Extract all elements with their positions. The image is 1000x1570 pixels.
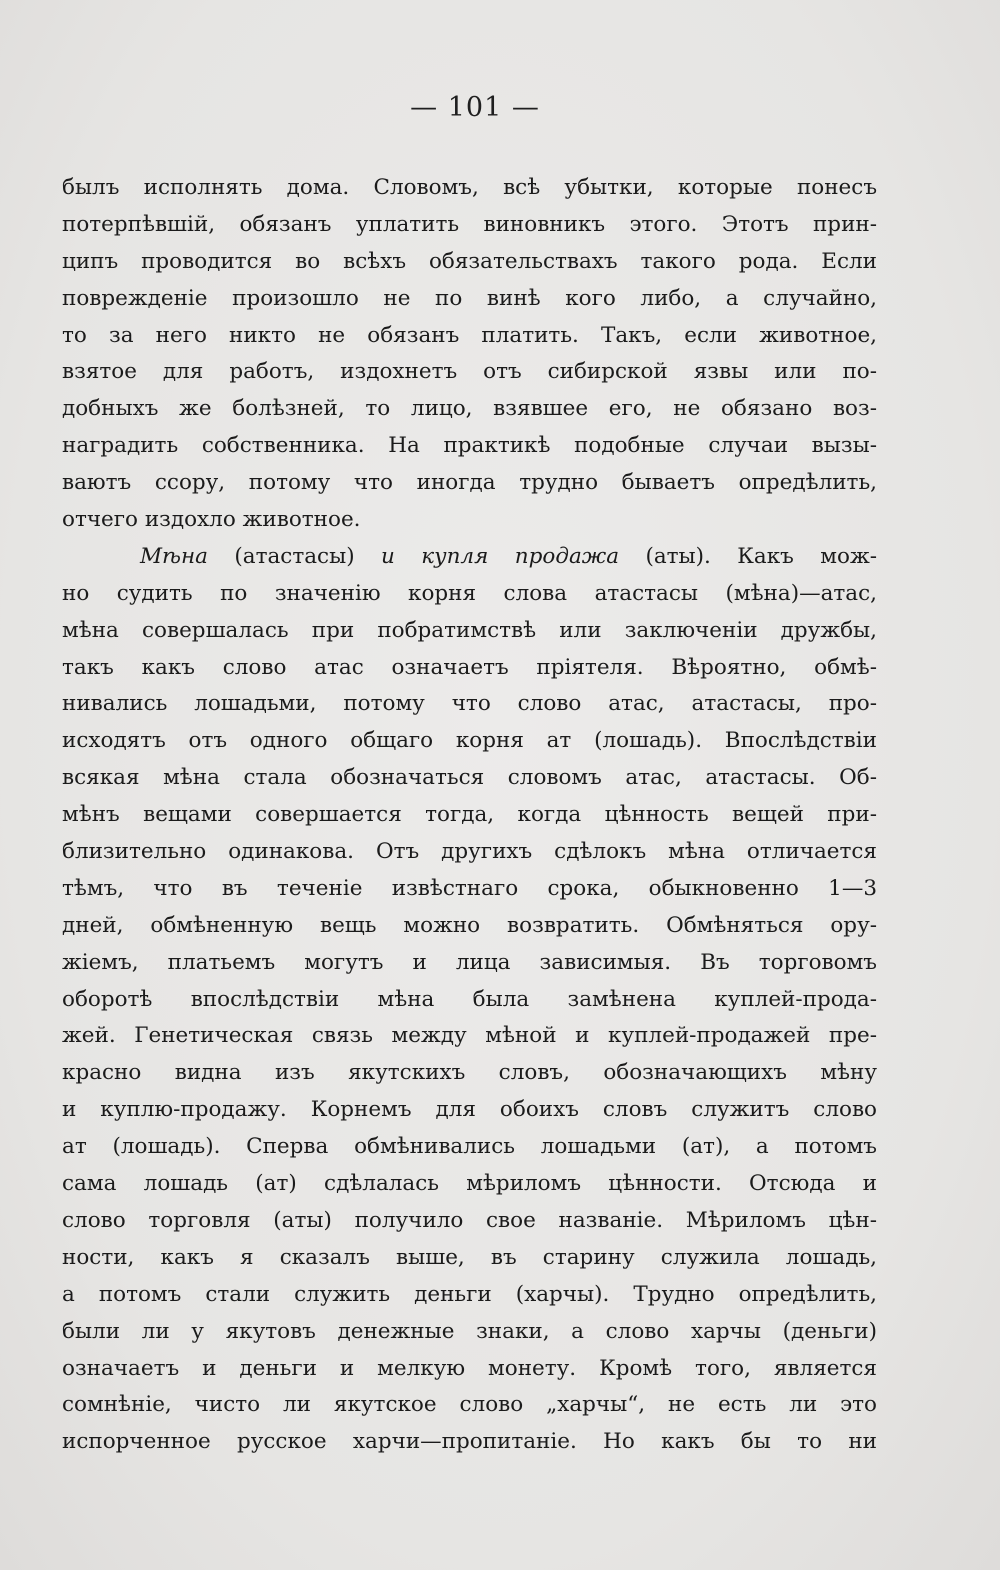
text-line: испорченное русское харчи—пропитаніе. Но какъ бы то ни <box>62 1429 877 1455</box>
page-number: — 101 — <box>410 92 540 123</box>
text-line: мѣна совершалась при побратимствѣ или заключеніи дружбы, <box>62 617 877 643</box>
text-line: жей. Генетическая связь между мѣной и куплей-продажей пре- <box>62 1023 877 1049</box>
text-line: взятое для работъ, издохнетъ отъ сибирской язвы или по- <box>62 359 877 385</box>
text-line: а потомъ стали служить деньги (харчы). Трудно опредѣлить, <box>62 1281 877 1307</box>
text-line: сомнѣніе, чисто ли якутское слово „харчы“, не есть ли это <box>62 1392 877 1418</box>
text-line: всякая мѣна стала обозначаться словомъ атас, атастасы. Об- <box>62 765 877 791</box>
text-line: то за него никто не обязанъ платить. Такъ, если животное, <box>62 322 877 348</box>
text-line: отчего издохло животное. <box>62 507 361 533</box>
text-line: близительно одинакова. Отъ другихъ сдѣлокъ мѣна отличается <box>62 839 877 865</box>
text-line: нивались лошадьми, потому что слово атас, атастасы, про- <box>62 691 877 717</box>
text-line: тѣмъ, что въ теченіе извѣстнаго срока, обыкновенно 1—3 <box>62 875 877 901</box>
text-line: мѣнъ вещами совершается тогда, когда цѣнность вещей при- <box>62 802 877 828</box>
text-line: добныхъ же болѣзней, то лицо, взявшее его, не обязано воз- <box>62 396 877 422</box>
text-line: поврежденіе произошло не по винѣ кого либо, а случайно, <box>62 285 877 311</box>
text-line: ат (лошадь). Сперва обмѣнивались лошадьми (ат), а потомъ <box>62 1134 877 1160</box>
body-text <box>62 170 877 1461</box>
text-segment: (атастасы) <box>207 543 382 569</box>
text-line: дней, обмѣненную вещь можно возвратить. Обмѣняться ору- <box>62 912 877 938</box>
text-line: наградить собственника. На практикѣ подобные случаи вызы- <box>62 433 877 459</box>
text-line: потерпѣвшій, обязанъ уплатить виновникъ этого. Этотъ прин- <box>62 211 877 237</box>
text-line: ваютъ ссору, потому что иногда трудно бываетъ опредѣлить, <box>62 470 877 496</box>
text-line: такъ какъ слово атас означаетъ пріятеля. Вѣроятно, обмѣ- <box>62 654 877 680</box>
text-line: сама лошадь (ат) сдѣлалась мѣриломъ цѣнности. Отсюда и <box>62 1171 877 1197</box>
text-line: означаетъ и деньги и мелкую монету. Кромѣ того, является <box>62 1355 877 1381</box>
text-line: красно видна изъ якутскихъ словъ, обозначающихъ мѣну <box>62 1060 877 1086</box>
text-line: но судить по значенію корня слова атастасы (мѣна)—атас, <box>62 580 877 606</box>
text-segment: (аты). Какъ мож- <box>619 543 877 569</box>
text-line: исходятъ отъ одного общаго корня ат (лошадь). Впослѣдствіи <box>62 728 877 754</box>
italic-term: Мѣна <box>140 543 208 569</box>
text-line: жіемъ, платьемъ могутъ и лица зависимыя. Въ торговомъ <box>62 949 877 975</box>
italic-term: и купля продажа <box>381 543 620 569</box>
text-line: былъ исполнять дома. Словомъ, всѣ убытки, которые понесъ <box>62 175 877 200</box>
text-line: ности, какъ я сказалъ выше, въ старину служила лошадь, <box>62 1244 877 1270</box>
paragraph-start-line <box>62 539 877 576</box>
text-line: слово торговля (аты) получило свое названіе. Мѣриломъ цѣн- <box>62 1207 877 1233</box>
text-line: были ли у якутовъ денежные знаки, а слово харчы (деньги) <box>62 1318 877 1344</box>
text-line: и куплю-продажу. Корнемъ для обоихъ словъ служитъ слово <box>62 1097 877 1123</box>
text-line: ципъ проводится во всѣхъ обязательствахъ такого рода. Если <box>62 248 877 274</box>
text-line: оборотѣ впослѣдствіи мѣна была замѣнена куплей-прода- <box>62 986 877 1012</box>
